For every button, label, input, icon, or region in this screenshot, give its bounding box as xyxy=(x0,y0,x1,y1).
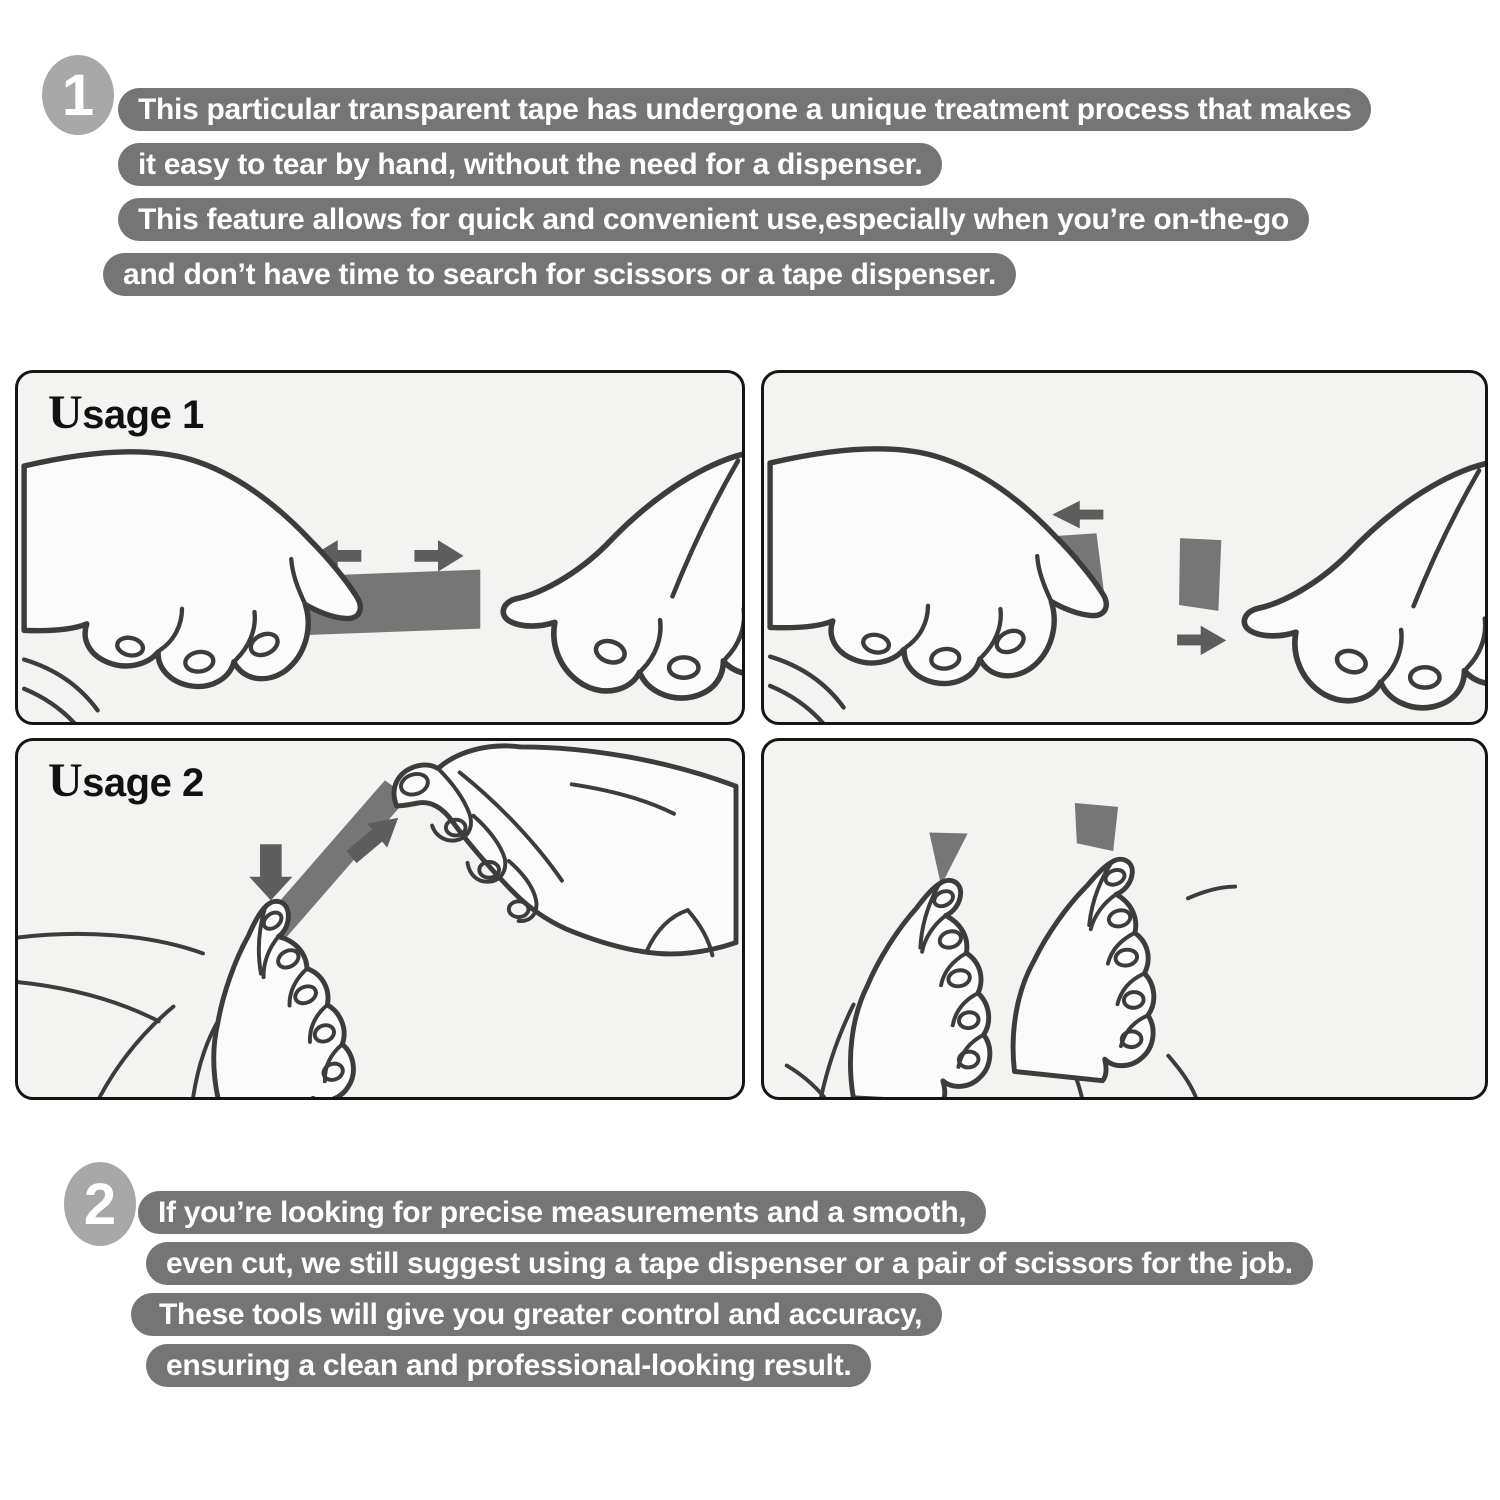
tape-piece-left xyxy=(929,832,967,885)
step-number-badge: 1 xyxy=(42,55,114,135)
panel-title: Usage 1 xyxy=(48,386,204,439)
usage2-result-panel xyxy=(761,738,1488,1100)
right-hand-icon xyxy=(503,448,742,698)
right-hand-icon xyxy=(394,746,736,955)
arrow-right-icon xyxy=(414,540,463,571)
usage1-panel xyxy=(15,370,745,725)
instruction-line: This particular transparent tape has undergone a unique treatment process that makes xyxy=(118,88,1371,131)
right-hand-icon xyxy=(1244,458,1485,708)
left-hand-icon xyxy=(24,452,360,722)
tape-piece-right xyxy=(1075,803,1118,851)
right-fist-icon xyxy=(1009,850,1170,1085)
usage2-panel xyxy=(15,738,745,1100)
usage2-result-illustration xyxy=(764,741,1485,1097)
step-number-badge: 2 xyxy=(64,1162,136,1246)
instruction-line: If you’re looking for precise measurements and a smooth, xyxy=(138,1191,986,1234)
tape-piece-right xyxy=(1179,538,1221,611)
left-hand-icon xyxy=(770,449,1106,722)
arrow-right-icon xyxy=(1177,626,1226,655)
instruction-line: even cut, we still suggest using a tape dispenser or a pair of scissors for the job. xyxy=(146,1242,1313,1285)
instruction-line: it easy to tear by hand, without the need for a dispenser. xyxy=(118,143,942,186)
left-fist-icon xyxy=(186,893,362,1097)
instruction-line: This feature allows for quick and convenient use,especially when you’re on-the-go xyxy=(118,198,1309,241)
left-fist-icon xyxy=(848,876,998,1097)
instruction-line: These tools will give you greater control and accuracy, xyxy=(131,1293,942,1336)
arrow-left-icon xyxy=(1052,501,1103,529)
instruction-line: ensuring a clean and professional-looking result. xyxy=(146,1344,871,1387)
instruction-line: and don’t have time to search for scissors or a tape dispenser. xyxy=(103,253,1016,296)
usage1-result-illustration xyxy=(764,373,1485,722)
usage1-result-panel xyxy=(761,370,1488,725)
panel-title: Usage 2 xyxy=(48,754,204,807)
arrow-down-icon xyxy=(249,844,292,900)
